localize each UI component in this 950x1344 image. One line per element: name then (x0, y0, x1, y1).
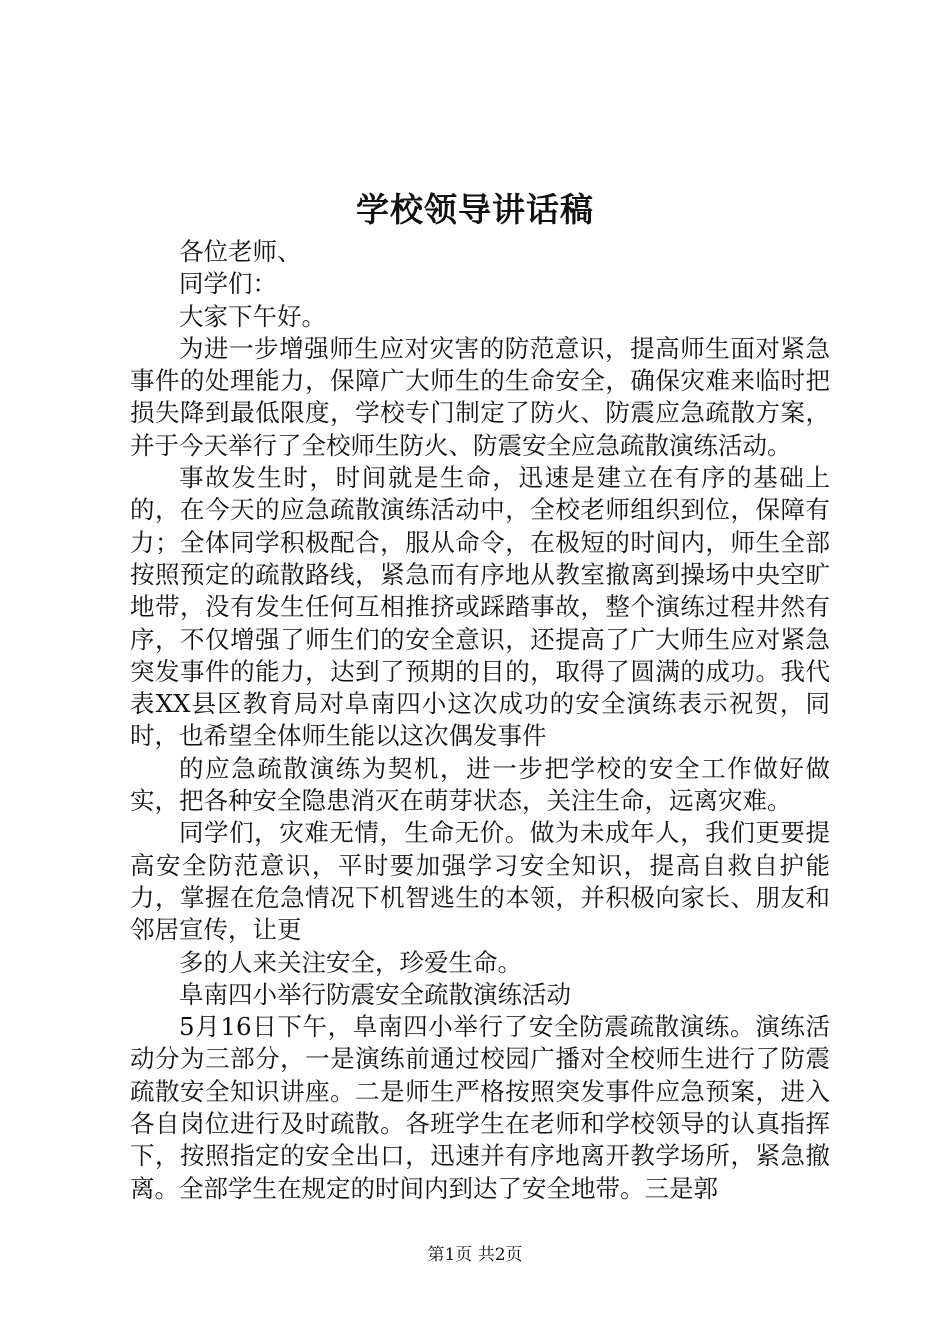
paragraph-continuation: 的应急疏散演练为契机，进一步把学校的安全工作做好做实，把各种安全隐患消灭在萌芽状态，关注生命，远离灾难。 (130, 753, 830, 816)
salutation-teachers: 各位老师、 (179, 237, 302, 266)
paragraph-students-appeal: 同学们，灾难无情，生命无价。做为未成年人，我们更要提高安全防范意识，平时要加强学习安全知识，提高自救自护能力，掌握在危急情况下机智逃生的本领，并积极向家长、朋友和邻居宣传，让更 (130, 818, 830, 945)
greeting: 大家下午好。 (179, 301, 326, 331)
section-heading: 阜南四小举行防震安全疏散演练活动 (179, 979, 571, 1009)
paragraph-closing: 多的人来关注安全，珍爱生命。 (179, 947, 522, 977)
document-body (130, 236, 830, 1205)
paragraph-drill-summary: 事故发生时，时间就是生命，迅速是建立在有序的基础上的，在今天的应急疏散演练活动中，全校老师组织到位，保障有力；全体同学积极配合，服从命令，在极短的时间内，师生全部按照预定的疏散路线，紧急而有序地从教室撤离到操场中央空旷地带，没有发生任何互相推挤或踩踏事故，整个演练过程井然有序，不仅增强了师生们的安全意识，还提高了广大师生应对紧急突发事件的能力，达到了预期的目的，取得了圆满的成功。我代表XX县区教育局对阜南四小这次成功的安全演练表示祝贺，同时，也希望全体师生能以这次偶发事件 (130, 463, 830, 751)
page-title: 学校领导讲话稿 (356, 190, 594, 229)
salutation-students: 同学们： (179, 269, 277, 299)
paragraph-purpose: 为进一步增强师生应对灾害的防范意识，提高师生面对紧急事件的处理能力，保障广大师生的生命安全，确保灾难来临时把损失降到最低限度，学校专门制定了防火、防震应急疏散方案，并于今天举行了全校师生防火、防震安全应急疏散演练活动。 (130, 333, 830, 460)
paragraph-news-report: 5月16日下午，阜南四小举行了安全防震疏散演练。演练活动分为三部分，一是演练前通过校园广播对全校师生进行了防震疏散安全知识讲座。二是师生严格按照突发事件应急预案，进入各自岗位进行及时疏散。各班学生在老师和学校领导的认真指挥下，按照指定的安全出口，迅速并有序地离开教学场所，紧急撤离。全部学生在规定的时间内到达了安全地带。三是郭 (130, 1012, 830, 1203)
page-number-footer: 第1页 共2页 (427, 1245, 523, 1265)
